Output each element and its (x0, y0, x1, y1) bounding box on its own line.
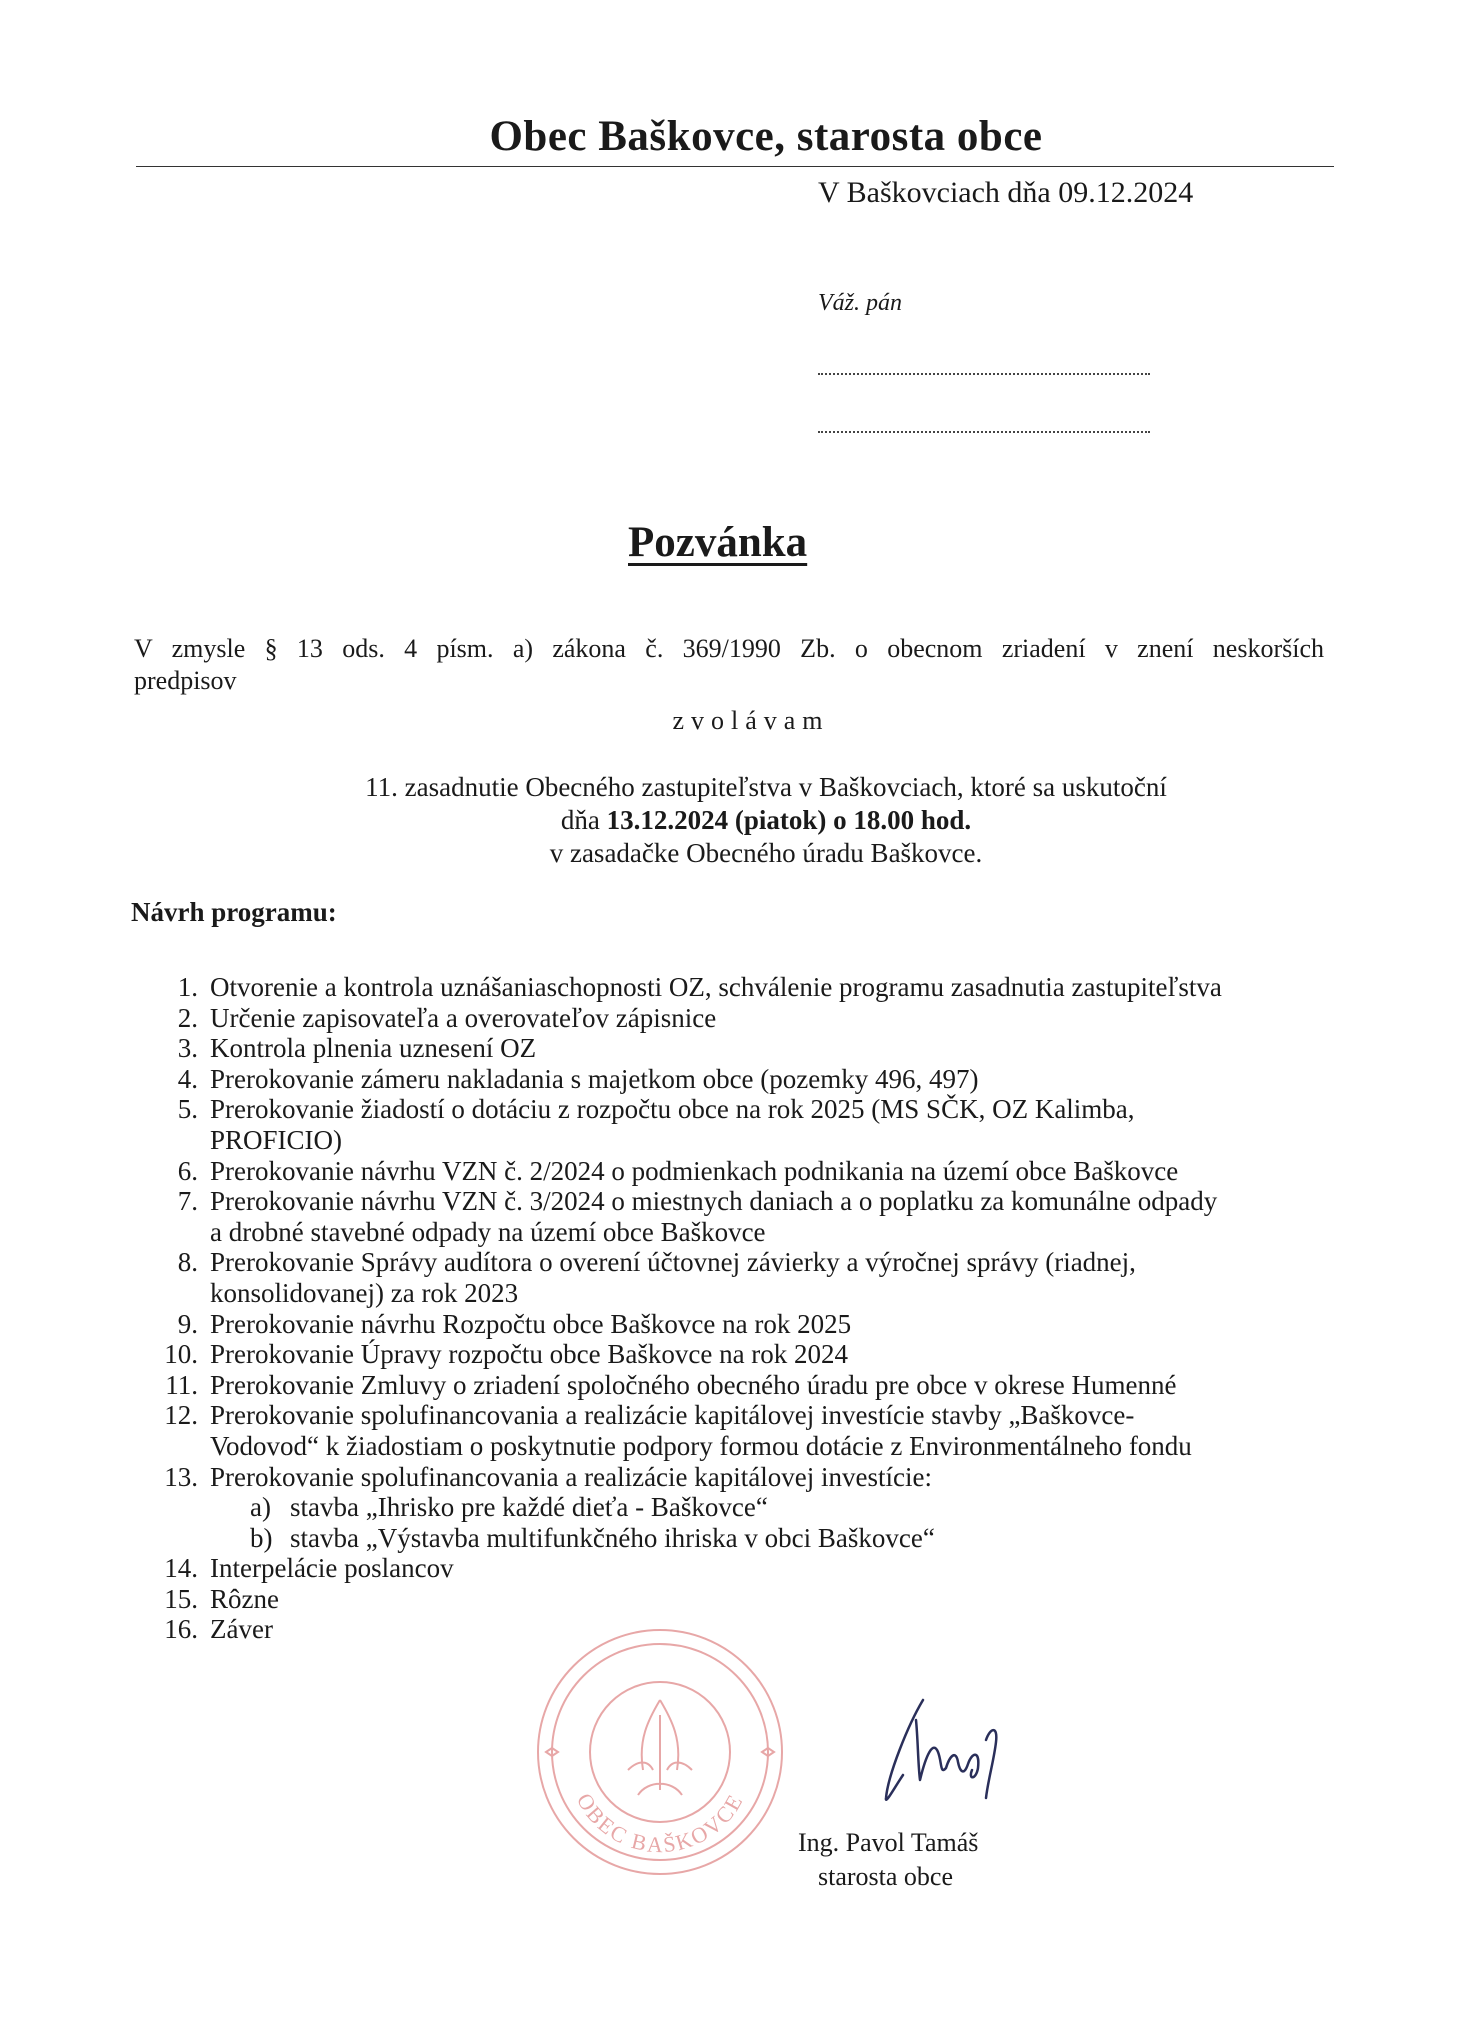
agenda-item-number (160, 1125, 210, 1156)
header-title: Obec Baškovce, starosta obce (489, 113, 1043, 160)
agenda-subitem (160, 1492, 1330, 1523)
agenda-item (160, 1462, 1330, 1493)
agenda-item (160, 972, 1330, 1003)
intro-line-1: V zmysle § 13 ods. 4 písm. a) zákona č. 369/1990 Zb. o obecnom zriadení v znení neskorších (134, 634, 1324, 663)
agenda-item (160, 1156, 1330, 1187)
agenda-item-number: 16. (164, 1614, 198, 1645)
agenda-item-text: Vodovod“ k žiadostiam o poskytnutie podpory formou dotácie z Environmentálneho fondu (210, 1430, 1192, 1461)
agenda-item-number: 11. (165, 1369, 198, 1400)
agenda-item (160, 1247, 1330, 1278)
agenda-subitem-text: stavba „Výstavba multifunkčného ihriska v obci Baškovce“ (290, 1522, 935, 1553)
agenda-item-number: 10. (164, 1339, 198, 1370)
agenda-item (160, 1431, 1330, 1462)
agenda-item-number: 14. (164, 1553, 198, 1584)
addressee-blank-line-1 (818, 373, 1150, 375)
agenda-item-text: Prerokovanie žiadostí o dotáciu z rozpočtu obce na rok 2025 (MS SČK, OZ Kalimba, (210, 1094, 1135, 1125)
agenda-item (160, 1125, 1330, 1156)
agenda-item (160, 1553, 1330, 1584)
agenda-item-text: Prerokovanie návrhu VZN č. 3/2024 o miestnych daniach a o poplatku za komunálne odpady (210, 1186, 1218, 1217)
agenda-subitem (160, 1523, 1330, 1554)
agenda-item (160, 1033, 1330, 1064)
agenda-item (160, 1584, 1330, 1615)
intro-line-2: predpisov (134, 666, 237, 695)
agenda-item-text: Rôzne (210, 1583, 279, 1614)
meeting-line-1: 11. zasadnutie Obecného zastupiteľstva v Baškovciach, ktoré sa uskutoční (365, 772, 1167, 802)
agenda-item-text: Prerokovanie spolufinancovania a realizácie kapitálovej investície stavby „Baškovce- (210, 1400, 1135, 1431)
agenda-item-text: Prerokovanie spolufinancovania a realizácie kapitálovej investície: (210, 1461, 932, 1492)
agenda-item-number: 8. (177, 1247, 198, 1278)
agenda-item-number: 1. (177, 972, 198, 1002)
agenda-item-number: 9. (177, 1308, 198, 1339)
salutation: Váž. pán (818, 290, 902, 316)
agenda-item (160, 1400, 1330, 1431)
agenda-item-text: Prerokovanie návrhu Rozpočtu obce Baškovce na rok 2025 (210, 1308, 852, 1339)
agenda-item-number (160, 1217, 210, 1248)
agenda-item (160, 1003, 1330, 1034)
agenda-item-text: Určenie zapisovateľa a overovateľov zápisnice (210, 1002, 717, 1033)
agenda-item-text: Prerokovanie návrhu VZN č. 2/2024 o podmienkach podnikania na území obce Baškovce (210, 1155, 1179, 1186)
agenda-subitem-letter: b) (250, 1522, 273, 1553)
document-title: Pozvánka (628, 519, 808, 566)
agenda-item-text: Prerokovanie zámeru nakladania s majetkom obce (pozemky 496, 497) (210, 1063, 979, 1094)
agenda-item-number: 5. (177, 1094, 198, 1125)
header-divider (136, 166, 1334, 167)
agenda-item-text: Prerokovanie Zmluvy o zriadení spoločného obecného úradu pre obce v okrese Humenné (210, 1369, 1177, 1400)
agenda-subitem-letter: a) (250, 1492, 271, 1523)
agenda-item-number: 2. (177, 1002, 198, 1033)
meeting-date-prefix: dňa (560, 805, 607, 835)
agenda-item-number: 7. (177, 1186, 198, 1217)
date-line: V Baškovciach dňa 09.12.2024 (818, 176, 1194, 209)
meeting-date-time: 13.12.2024 (piatok) o 18.00 hod. (606, 805, 972, 835)
agenda-subitem-text: stavba „Ihrisko pre každé dieťa - Baškovce“ (290, 1492, 768, 1523)
agenda-list (160, 972, 1330, 1645)
agenda-item (160, 1094, 1330, 1125)
agenda-item-text: Záver (210, 1614, 273, 1645)
agenda-item-number: 13. (164, 1461, 198, 1492)
agenda-item-number: 3. (177, 1033, 198, 1064)
addressee-blank-line-2 (818, 431, 1150, 433)
stamp-lettering: OBEC BAŠKOVCE (571, 1788, 749, 1858)
agenda-item-number (160, 1278, 210, 1309)
agenda-item-text: Otvorenie a kontrola uznášaniaschopnosti OZ, schválenie programu zasadnutia zastupiteľstva (210, 972, 1222, 1002)
official-stamp (528, 1620, 792, 1884)
agenda-item-text: Interpelácie poslancov (210, 1553, 454, 1584)
agenda-item (160, 1278, 1330, 1309)
meeting-line-2 (0, 805, 1472, 836)
agenda-item-number: 6. (177, 1155, 198, 1186)
signature (868, 1680, 1048, 1810)
agenda-item (160, 1186, 1330, 1217)
agenda-item-text: a drobné stavebné odpady na území obce Baškovce (210, 1216, 766, 1247)
agenda-item (160, 1217, 1330, 1248)
meeting-line-3: v zasadačke Obecného úradu Baškovce. (549, 838, 983, 868)
agenda-item-number: 4. (177, 1063, 198, 1094)
agenda-item (160, 1064, 1330, 1095)
agenda-item (160, 1370, 1330, 1401)
agenda-item-number (160, 1431, 210, 1462)
agenda-item-text: PROFICIO) (210, 1124, 343, 1155)
agenda-item-text: Prerokovanie Úpravy rozpočtu obce Baškovce na rok 2024 (210, 1339, 849, 1370)
signer-name: Ing. Pavol Tamáš (798, 1828, 979, 1857)
agenda-item-number: 15. (164, 1583, 198, 1614)
agenda-item (160, 1339, 1330, 1370)
agenda-item-text: konsolidovanej) za rok 2023 (210, 1277, 519, 1308)
agenda-item-text: Kontrola plnenia uznesení OZ (210, 1033, 537, 1064)
agenda-item (160, 1309, 1330, 1340)
signer-role: starosta obce (818, 1862, 954, 1891)
agenda-item-text: Prerokovanie Správy audítora o overení účtovnej závierky a výročnej správy (riadnej, (210, 1247, 1136, 1278)
convene-word: zvolávam (672, 706, 830, 735)
agenda-item-number: 12. (164, 1400, 198, 1431)
program-heading: Návrh programu: (131, 897, 337, 927)
